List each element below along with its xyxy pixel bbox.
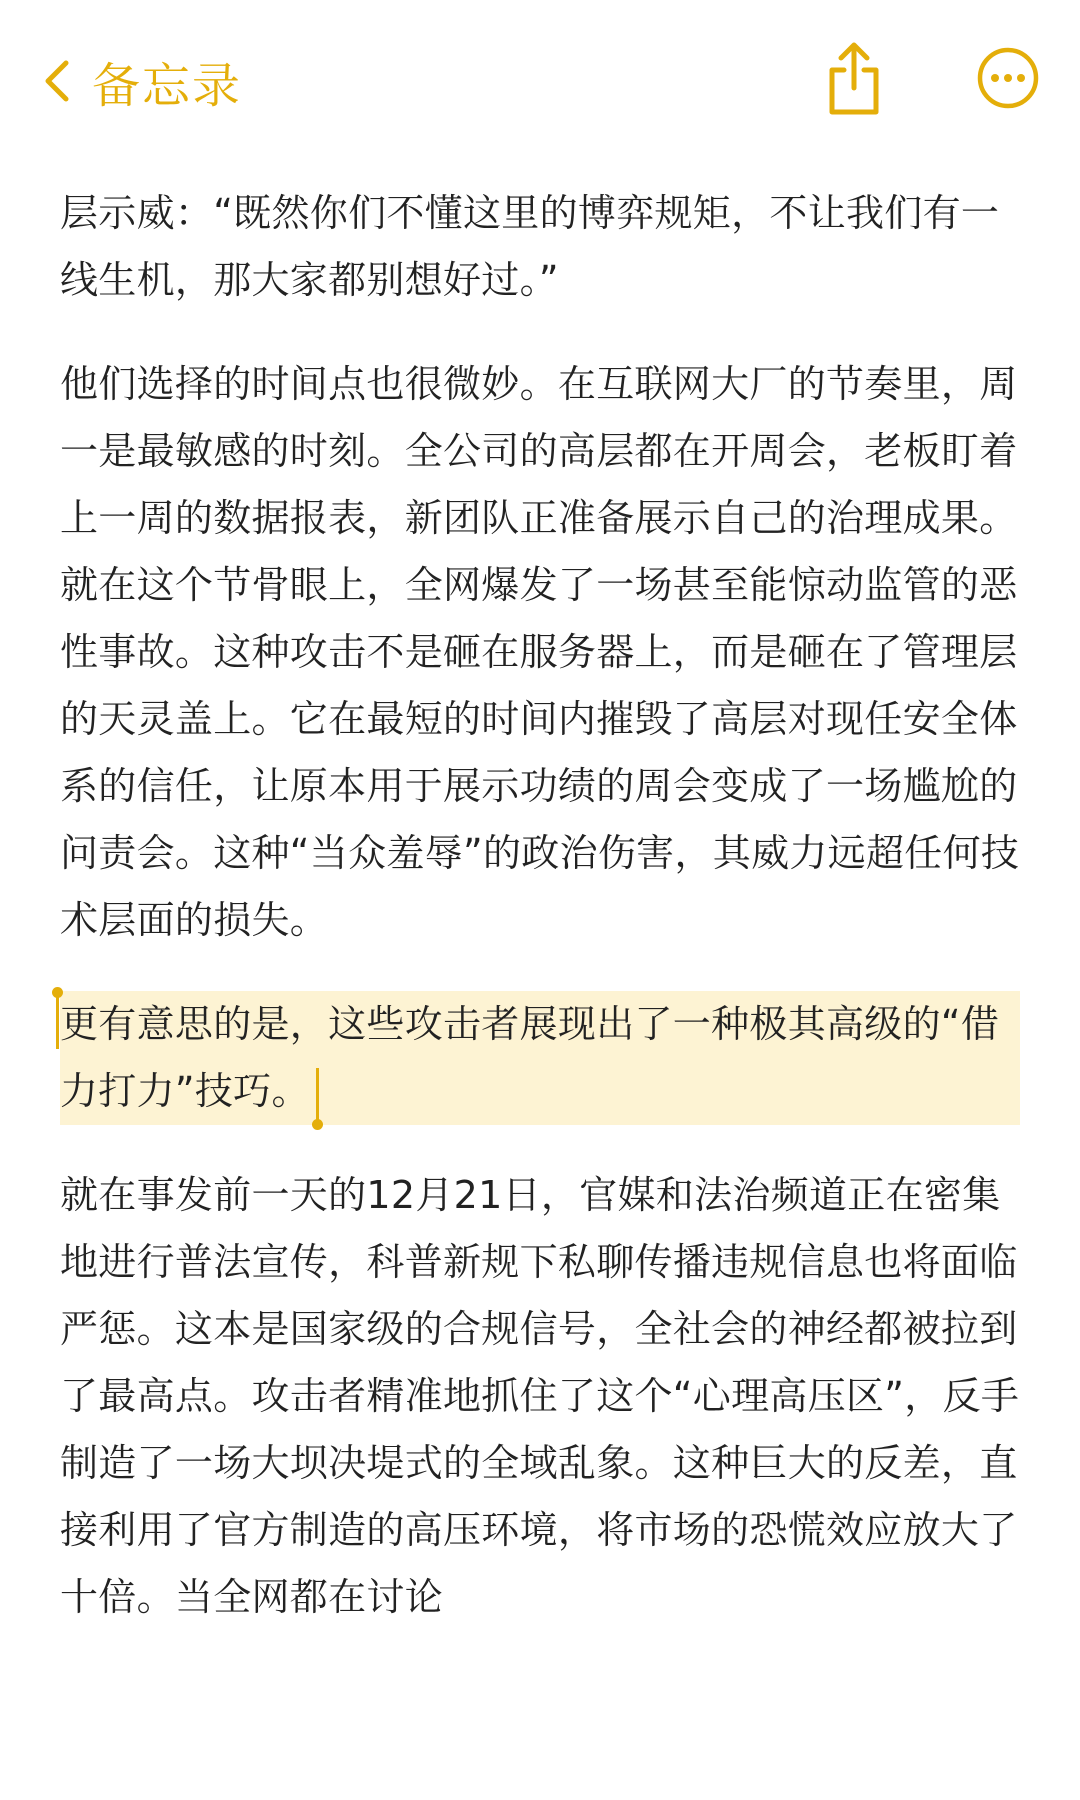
note-body[interactable] <box>60 180 1020 1668</box>
more-icon[interactable] <box>976 46 1040 110</box>
share-icon[interactable] <box>824 40 884 116</box>
note-paragraph: 他们选择的时间点也很微妙。在互联网大厂的节奏里，周一是最敏感的时刻。全公司的高层都在开周会，老板盯着上一周的数据报表，新团队正准备展示自己的治理成果。就在这个节骨眼上，全网爆发了一场甚至能惊动监管的恶性事故。这种攻击不是砸在服务器上，而是砸在了管理层的天灵盖上。它在最短的时间内摧毁了高层对现任安全体系的信任，让原本用于展示功绩的周会变成了一场尴尬的问责会。这种“当众羞辱”的政治伤害，其威力远超任何技术层面的损失。 <box>60 362 1020 942</box>
selected-text: 更有意思的是，这些攻击者展现出了一种极其高级的“借力打力”技巧。 <box>60 1002 1000 1113</box>
selection-start-handle[interactable] <box>56 997 59 1049</box>
back-button[interactable] <box>44 46 242 116</box>
note-paragraph: 就在事发前一天的12月21日，官媒和法治频道正在密集地进行普法宣传，科普新规下私聊传播违规信息也将面临严惩。这本是国家级的合规信号，全社会的神经都被拉到了最高点。攻击者精准地抓住了这个“心理高压区”，反手制造了一场大坝决堤式的全域乱象。这种巨大的反差，直接利用了官方制造的高压环境，将市场的恐慌效应放大了十倍。当全网都在讨论 <box>60 1173 1020 1619</box>
back-label: 备忘录 <box>92 57 243 114</box>
note-paragraph: 层示威：“既然你们不懂这里的博弈规矩，不让我们有一线生机，那大家都别想好过。” <box>60 191 1000 302</box>
navigation-bar <box>0 0 1080 160</box>
chevron-left-icon <box>44 59 70 103</box>
selection-end-handle[interactable] <box>316 1068 319 1120</box>
selected-paragraph[interactable] <box>60 991 1020 1125</box>
